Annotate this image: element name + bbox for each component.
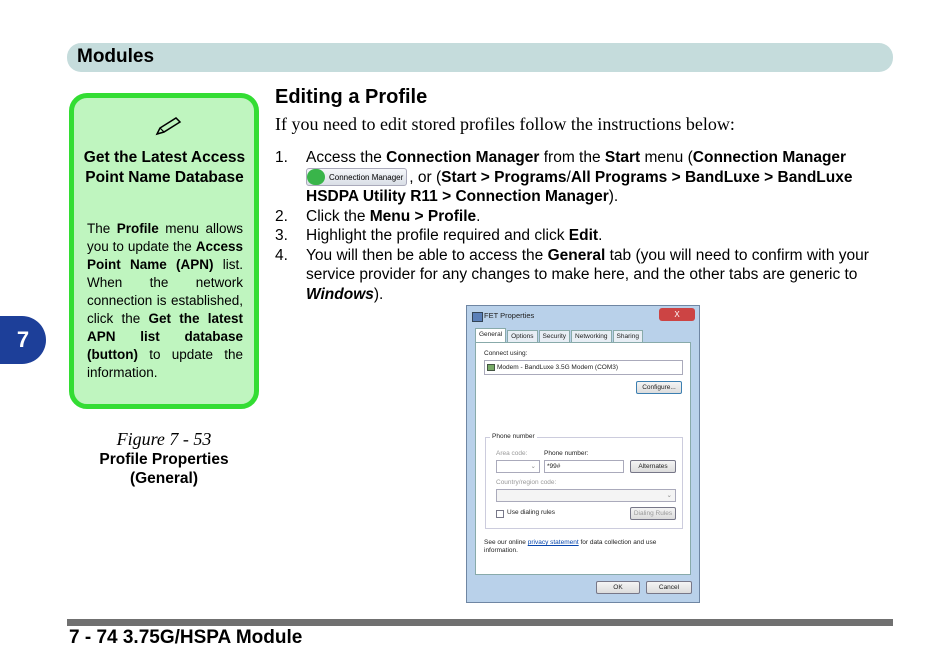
modem-text: Modem - BandLuxe 3.5G Modem (COM3) [497,364,619,371]
modem-field[interactable] [484,360,683,375]
dialing-rules-button[interactable]: Dialing Rules [630,507,676,520]
header-title: Modules [77,46,155,67]
step-text-part: Access the [306,149,387,166]
chevron-down-icon: ⌄ [530,463,536,470]
step-number: 2. [275,207,288,225]
step-text [306,226,895,246]
modem-icon [487,364,495,371]
chapter-tab: 7 [0,316,46,364]
properties-dialog [466,305,700,603]
phone-group-label: Phone number [492,433,535,440]
note-bold-button: Get the latest APN list database (button) [87,311,243,362]
note-bold-apn: Access Point Name (APN) [87,239,243,272]
step-text [306,207,895,227]
step-bold: General [547,246,606,264]
note-text: menu allows you to update the [87,221,243,254]
page-label: 7 - 74 3.75G/HSPA Module [69,627,303,648]
step-text-part: Click the [306,207,370,225]
pencil-icon [154,116,182,136]
step-text-part: ). [373,285,384,303]
ok-button[interactable]: OK [596,581,640,594]
configure-button[interactable]: Configure... [636,381,682,394]
close-button[interactable]: X [659,308,695,321]
figure-number: Figure 7 - 53 [116,429,212,449]
tab-general[interactable]: General [475,328,506,342]
note-box [69,93,259,409]
step-item [275,226,895,246]
header-bar [67,43,893,72]
step-bold: All Programs > BandLuxe > BandLuxe HSDPA Utility R11 > Connection Manager [306,168,853,205]
step-text [306,148,895,207]
dialog-footer [467,574,699,602]
country-code-select[interactable] [496,489,676,502]
connection-manager-label: Connection Manager [329,172,404,182]
step-text-part: from the [539,149,605,166]
cancel-button[interactable]: Cancel [646,581,692,594]
area-code-label: Area code: [496,450,528,457]
step-text-part: Highlight the profile required and click [306,227,569,244]
step-number: 1. [275,149,288,166]
step-text [306,246,895,305]
step-bold-italic: Windows [306,285,374,303]
tab-options[interactable]: Options [507,330,537,342]
privacy-text-part: for data collection and use information. [484,539,657,554]
step-item [275,148,895,207]
privacy-text-part: See our online [484,539,528,546]
dialing-rules-label: Use dialing rules [507,509,556,516]
privacy-statement-link[interactable]: privacy statement [527,539,579,546]
step-item [275,207,895,227]
step-bold: Menu > Profile [369,207,477,225]
section-title: Editing a Profile [275,86,428,108]
step-text-part: , or ( [409,168,442,186]
dialog-title: FET Properties [470,309,696,323]
dialing-rules-checkbox[interactable] [496,510,504,518]
alternates-button[interactable]: Alternates [630,460,676,473]
figure-title: Profile Properties (General) [99,451,229,487]
step-bold: Connection Manager [692,149,847,166]
general-panel [475,342,691,575]
country-code-label: Country/region code: [496,479,557,486]
step-bold: Edit [568,227,599,244]
note-text: list. When the network connection is established, click the [87,257,243,326]
step-text-part: ). [608,188,619,205]
tab-sharing[interactable]: Sharing [613,330,643,342]
step-text-part: You will then be able to access the [306,246,548,264]
privacy-text [484,539,674,555]
area-code-select[interactable] [496,460,540,473]
step-text-part: / [566,168,571,186]
step-number: 4. [275,246,288,264]
step-text-part: . [598,227,603,244]
step-bold: Start [604,149,641,166]
chevron-down-icon: ⌄ [666,492,672,499]
connection-manager-icon [307,169,325,185]
step-number: 3. [275,227,288,244]
step-item [275,246,895,305]
phone-number-input[interactable]: *99# [544,460,624,473]
connect-using-label: Connect using: [484,350,528,357]
note-bold-profile: Profile [116,221,159,236]
dialog-tabs [475,330,644,342]
step-bold: Connection Manager [386,149,540,166]
step-text-part: tab (you will need to confirm with your service provider for any changes to make here, and the other tabs are generic to [306,246,869,283]
section-intro: If you need to edit stored profiles follow the instructions below: [275,114,735,134]
step-text-part: menu ( [640,149,693,166]
step-text-part: . [476,207,481,225]
footer-bar [67,619,893,626]
note-text: to update the information. [87,347,243,380]
note-text: The [87,221,117,236]
steps-list [275,148,895,304]
note-title: Get the Latest Access Point Name Database [83,149,246,186]
connection-manager-button [306,168,407,186]
note-body [87,220,243,382]
tab-security[interactable]: Security [539,330,570,342]
phone-number-group [485,433,683,529]
figure-caption [69,428,259,488]
phone-number-label: Phone number: [544,450,589,457]
step-bold: Start > Programs [441,168,567,186]
tab-networking[interactable]: Networking [571,330,612,342]
